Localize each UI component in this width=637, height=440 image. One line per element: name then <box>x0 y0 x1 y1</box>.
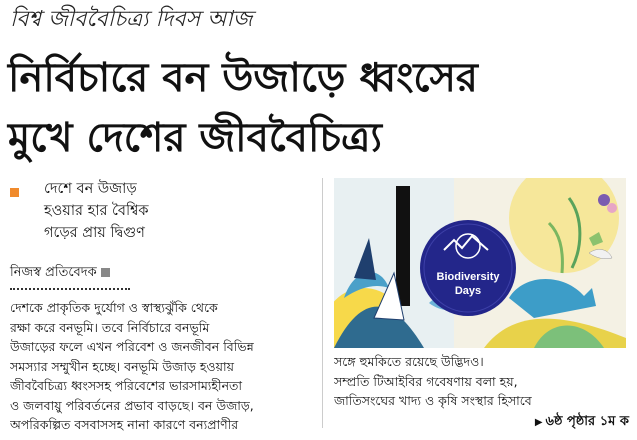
body-line: জাতিসংঘের খাদ্য ও কৃষি সংস্থার হিসাবে <box>334 393 532 408</box>
highlight-line-3: গড়ের প্রায় দ্বিগুণ <box>44 225 145 241</box>
body-line: ও জলবায়ু পরিবর্তনের প্রভাব বাড়ছে। বন উজাড়, <box>10 397 254 413</box>
continued-text: ৬ষ্ঠ পৃষ্ঠার ১ম ক <box>545 414 629 429</box>
byline-text: নিজস্ব প্রতিবেদক <box>10 265 97 280</box>
headline <box>8 48 628 168</box>
biodiversity-days-illustration <box>334 178 626 348</box>
highlight-text <box>44 178 149 244</box>
highlight-line-1: দেশে বন উজাড় <box>44 181 137 197</box>
highlight-line-2: হওয়ার হার বৈশ্বিক <box>44 203 149 219</box>
logo-line-1: Biodiversity <box>436 271 500 283</box>
byline <box>10 264 110 282</box>
headline-line-1: নির্বিচারে বন উজাড়ে ধ্বংসের <box>8 55 478 101</box>
body-column-left <box>10 298 312 435</box>
body-line: উজাড়ের ফলে এখন পরিবেশ ও জনজীবন বিভিন্ন <box>10 339 254 354</box>
byline-square-icon <box>101 268 110 277</box>
body-line: অপরিকল্পিত বসবাসসহ নানা কারণে বন্যপ্রাণীর <box>10 417 239 432</box>
body-line: রক্ষা করে বনভূমি। তবে নির্বিচারে বনভূমি <box>10 319 210 335</box>
logo-line-2: Days <box>454 285 482 297</box>
article-illustration <box>334 178 626 348</box>
triangle-right-icon: ▶ <box>534 417 543 428</box>
byline-divider <box>10 288 130 290</box>
kicker: বিশ্ব জীববৈচিত্র্য দিবস আজ <box>10 7 253 32</box>
body-line: সমস্যার সম্মুখীন হচ্ছে। বনভূমি উজাড় হওয়ায় <box>10 358 234 374</box>
bullet-square-icon <box>10 188 19 197</box>
body-line: জীববৈচিত্র্য ধ্বংসসহ পরিবেশের ভারসাম্যহীনতা <box>10 378 243 393</box>
body-line: সম্প্রতি টিআইবির গবেষণায় বলা হয়, <box>334 373 518 389</box>
body-line: সঙ্গে হুমকিতে রয়েছে উদ্ভিদও। <box>334 354 484 369</box>
headline-line-2: মুখে দেশের জীববৈচিত্র্য <box>8 115 382 161</box>
column-divider <box>322 178 323 428</box>
body-line: দেশকে প্রাকৃতিক দুর্যোগ ও স্বাস্থ্যঝুঁকি থেকে <box>10 300 218 315</box>
illustration-logo-text <box>422 270 514 298</box>
continued-link[interactable] <box>535 412 629 433</box>
body-column-right <box>334 352 630 411</box>
